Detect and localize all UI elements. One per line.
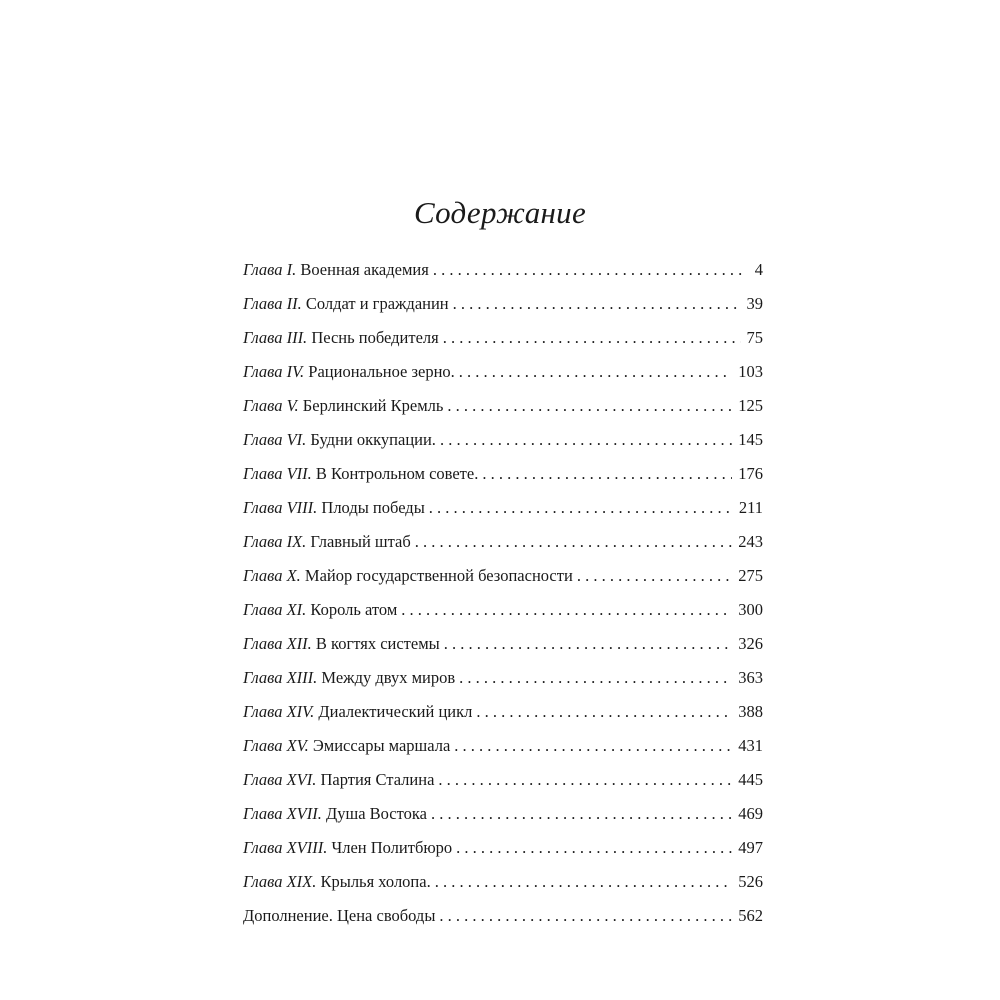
dot-leader (440, 428, 732, 452)
chapter-number: Глава VI. (243, 430, 307, 449)
chapter-number: Глава VII. (243, 464, 312, 483)
toc-entry-label (243, 292, 449, 316)
toc-entry (243, 292, 763, 326)
dot-leader (447, 394, 732, 418)
chapter-number: Глава XVII. (243, 804, 322, 823)
toc-entry-label (243, 870, 431, 894)
toc-entry (243, 768, 763, 802)
toc-entry (243, 530, 763, 564)
chapter-title: Член Политбюро (331, 838, 453, 857)
chapter-title: Берлинский Кремль (302, 396, 444, 415)
chapter-number: Глава XII. (243, 634, 312, 653)
page-number: 363 (738, 668, 763, 687)
chapter-number: Глава XI. (243, 600, 307, 619)
page-number: 445 (738, 770, 763, 789)
page-number: 497 (738, 838, 763, 857)
toc-entry (243, 394, 763, 428)
dot-leader (577, 564, 732, 588)
dot-leader (438, 768, 732, 792)
chapter-number: Глава III. (243, 328, 308, 347)
toc-list (243, 258, 763, 938)
toc-entry (243, 496, 763, 530)
chapter-title: Между двух миров (321, 668, 456, 687)
dot-leader (443, 326, 741, 350)
chapter-number: Глава II. (243, 294, 302, 313)
toc-entry-label (243, 666, 455, 690)
toc-entry-label (243, 428, 436, 452)
page-number: 103 (738, 362, 763, 381)
chapter-number: Глава XIV. (243, 702, 315, 721)
toc-entry (243, 836, 763, 870)
toc-entry (243, 462, 763, 496)
toc-entry (243, 666, 763, 700)
page-number: 243 (738, 532, 763, 551)
chapter-title: Военная академия (300, 260, 429, 279)
toc-entry-label (243, 530, 411, 554)
toc-entry-label (243, 564, 573, 588)
toc-entry (243, 258, 763, 292)
chapter-number: Глава X. (243, 566, 301, 585)
page-number: 39 (746, 294, 763, 313)
dot-leader (429, 496, 733, 520)
dot-leader (439, 904, 732, 928)
chapter-title: Дополнение. Цена свободы (243, 906, 436, 925)
chapter-number: Глава IX. (243, 532, 307, 551)
chapter-number: Глава VIII. (243, 498, 318, 517)
toc-entry-label (243, 836, 452, 860)
dot-leader (435, 870, 733, 894)
dot-leader (476, 700, 732, 724)
toc-entry (243, 360, 763, 394)
dot-leader (459, 360, 732, 384)
toc-entry (243, 428, 763, 462)
chapter-number: Глава XIII. (243, 668, 318, 687)
toc-entry-label (243, 258, 429, 282)
page-number: 4 (754, 260, 763, 279)
dot-leader (456, 836, 732, 860)
page-number: 526 (738, 872, 763, 891)
chapter-number: Глава I. (243, 260, 297, 279)
chapter-title: Диалектический цикл (318, 702, 473, 721)
page-number: 275 (738, 566, 763, 585)
chapter-title: Будни оккупации. (310, 430, 436, 449)
chapter-number: Глава XV. (243, 736, 309, 755)
page-number: 562 (738, 906, 763, 925)
chapter-title: Главный штаб (310, 532, 411, 551)
dot-leader (444, 632, 733, 656)
toc-entry (243, 564, 763, 598)
toc-entry-supplement (243, 904, 763, 938)
toc-entry-label (243, 802, 427, 826)
toc-entry-label (243, 700, 472, 724)
toc-entry (243, 326, 763, 360)
toc-entry-label (243, 734, 450, 758)
chapter-number: Глава XIX. (243, 872, 317, 891)
toc-entry-label (243, 394, 443, 418)
page-number: 326 (738, 634, 763, 653)
toc-entry (243, 870, 763, 904)
dot-leader (459, 666, 732, 690)
toc-entry-label (243, 632, 440, 656)
chapter-number: Глава IV. (243, 362, 305, 381)
chapter-title: Песнь победителя (311, 328, 439, 347)
chapter-title: Партия Сталина (320, 770, 435, 789)
dot-leader (453, 292, 741, 316)
chapter-number: Глава V. (243, 396, 299, 415)
dot-leader (431, 802, 732, 826)
chapter-title: В Контрольном совете. (315, 464, 479, 483)
toc-entry-label (243, 768, 434, 792)
chapter-title: Майор государственной безопасности (304, 566, 573, 585)
toc-entry (243, 802, 763, 836)
page-number: 300 (738, 600, 763, 619)
toc-entry (243, 700, 763, 734)
toc-title: Содержание (413, 195, 587, 230)
page-number: 388 (738, 702, 763, 721)
chapter-title: Рациональное зерно. (308, 362, 455, 381)
toc-entry-label (243, 598, 397, 622)
page-number: 469 (738, 804, 763, 823)
toc-entry-label (243, 360, 455, 384)
page-number: 125 (738, 396, 763, 415)
chapter-title: Плоды победы (321, 498, 425, 517)
dot-leader (454, 734, 732, 758)
toc-entry-label (243, 326, 439, 350)
toc-entry (243, 598, 763, 632)
chapter-number: Глава XVI. (243, 770, 317, 789)
dot-leader (401, 598, 732, 622)
chapter-number: Глава XVIII. (243, 838, 328, 857)
page-number: 211 (738, 498, 763, 517)
chapter-title: Король атом (310, 600, 398, 619)
toc-entry-label (243, 496, 425, 520)
chapter-title: Эмиссары маршала (312, 736, 451, 755)
chapter-title: В когтях системы (315, 634, 440, 653)
dot-leader (433, 258, 747, 282)
page-number: 145 (738, 430, 763, 449)
toc-entry (243, 734, 763, 768)
page-number: 176 (738, 464, 763, 483)
page-number: 75 (746, 328, 763, 347)
chapter-title: Крылья холопа. (320, 872, 431, 891)
dot-leader (415, 530, 732, 554)
dot-leader (482, 462, 732, 486)
page-number: 431 (738, 736, 763, 755)
toc-entry-label (243, 904, 435, 928)
toc-entry (243, 632, 763, 666)
chapter-title: Солдат и гражданин (305, 294, 449, 313)
toc-entry-label (243, 462, 478, 486)
chapter-title: Душа Востока (325, 804, 427, 823)
